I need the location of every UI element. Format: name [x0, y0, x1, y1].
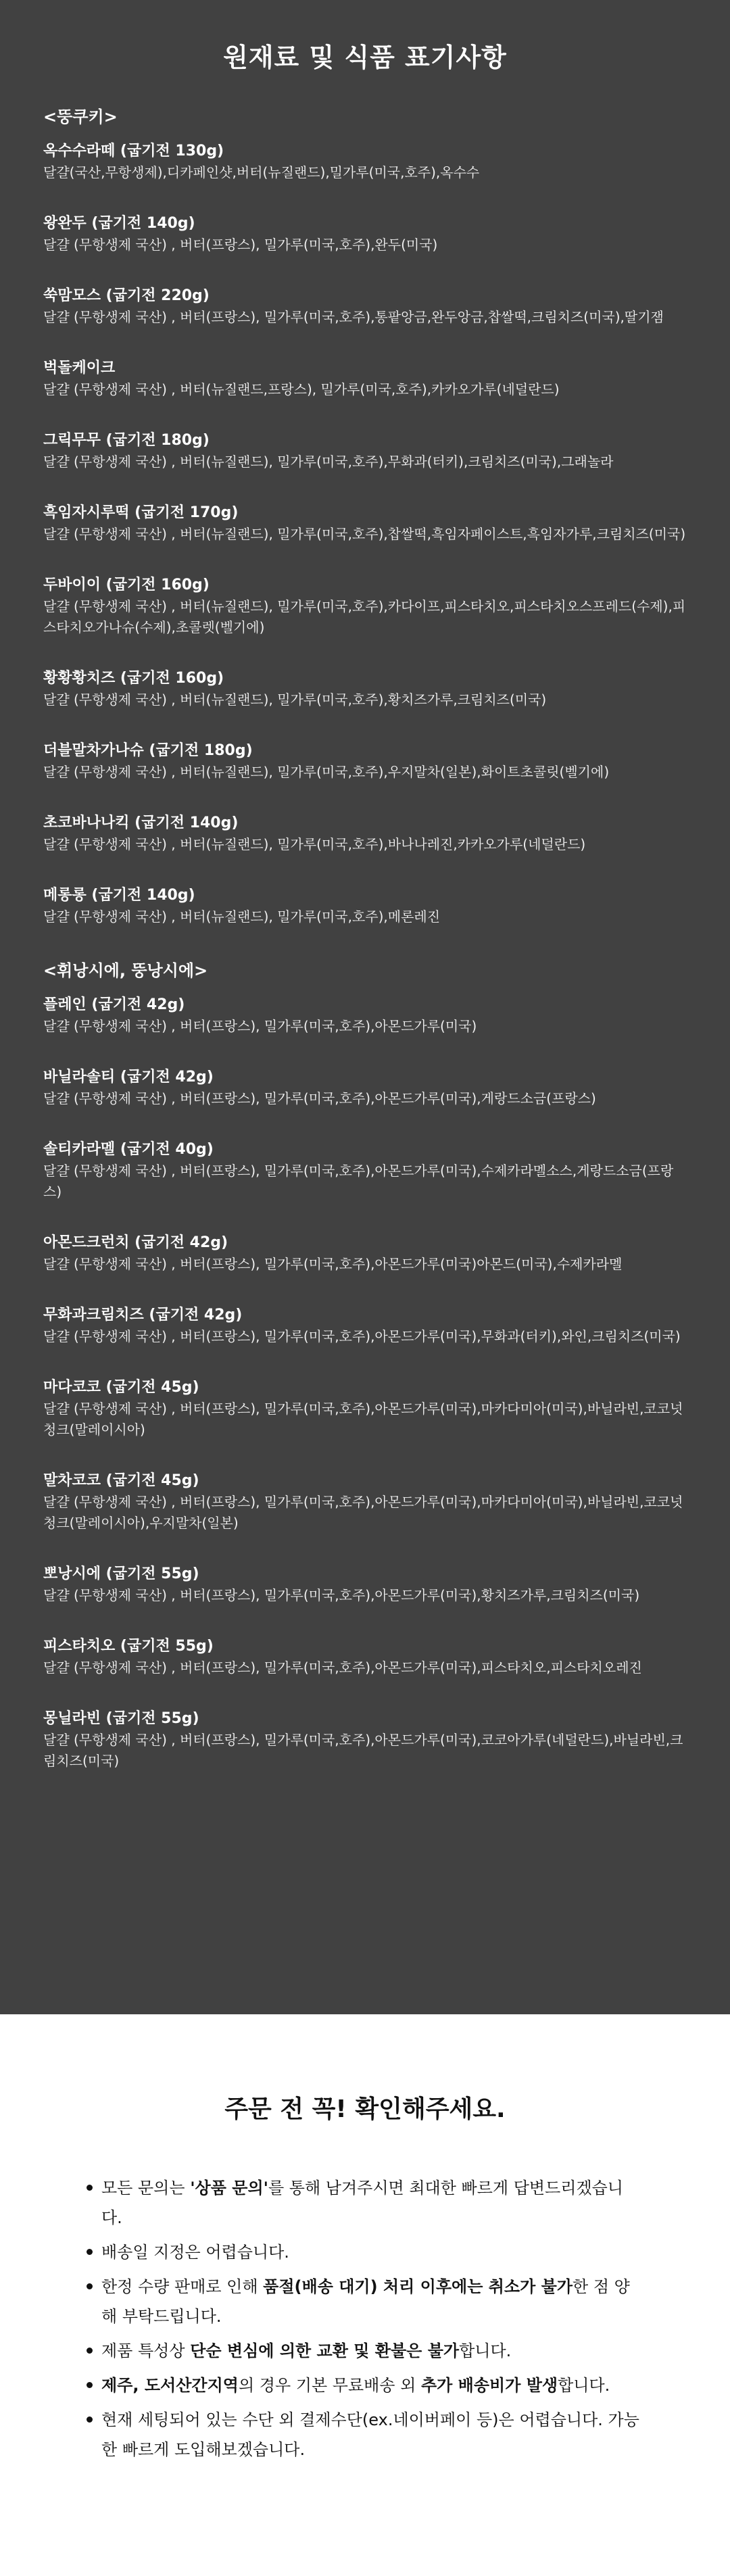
- product-name: 몽닐라빈 (굽기전 55g): [43, 1710, 199, 1727]
- product-name: 바닐라솔티 (굽기전 42g): [43, 1069, 214, 1086]
- product-name: 플레인 (굽기전 42g): [43, 996, 185, 1013]
- notice-text: 를 통해 남겨주시면 최대한 빠르게 답변드리겠습니다.: [101, 2179, 623, 2227]
- product-name: 솔티카라멜 (굽기전 40g): [43, 1141, 214, 1158]
- product-item: [43, 1377, 687, 1440]
- product-ingredients: 달걀 (무항생제 국산) , 버터(뉴질랜드), 밀가루(미국,호주),바나나레진,카카오가루(네덜란드): [43, 836, 586, 852]
- product-name: 피스타치오 (굽기전 55g): [43, 1638, 214, 1655]
- product-ingredients: 달걀 (무항생제 국산) , 버터(프랑스), 밀가루(미국,호주),아몬드가루(미국),피스타치오,피스타치오레진: [43, 1659, 642, 1676]
- product-ingredients: 달걀 (무항생제 국산) , 버터(프랑스), 밀가루(미국,호주),아몬드가루(미국),황치즈가루,크림치즈(미국): [43, 1587, 640, 1603]
- product-item: [43, 1563, 687, 1606]
- product-item: [43, 1470, 687, 1534]
- product-item: [43, 994, 687, 1037]
- product-item: [43, 1232, 687, 1275]
- product-item: [43, 1636, 687, 1678]
- notice-emphasis: '상품 문의': [190, 2179, 268, 2197]
- product-ingredients: 달걀 (무항생제 국산) , 버터(프랑스), 밀가루(미국,호주),아몬드가루(미국),마카다미아(미국),바닐라빈,코코넛청크(말레이시아),우지말차(일본): [43, 1494, 683, 1531]
- product-item: [43, 430, 687, 472]
- product-ingredients: 달걀 (무항생제 국산) , 버터(뉴질랜드), 밀가루(미국,호주),우지말차(일본),화이트초콜릿(벨기에): [43, 764, 610, 780]
- ingredient-groups: [43, 103, 687, 1772]
- product-name: 두바이이 (굽기전 160g): [43, 577, 210, 593]
- notice-item: [101, 2272, 642, 2331]
- product-item: [43, 1708, 687, 1772]
- ingredient-group: [43, 957, 687, 1772]
- product-name: 흑임자시루떡 (굽기전 170g): [43, 504, 239, 521]
- product-name: 황황황치즈 (굽기전 160g): [43, 670, 224, 687]
- product-ingredients: 달걀 (무항생제 국산) , 버터(프랑스), 밀가루(미국,호주),아몬드가루(미국),게랑드소금(프랑스): [43, 1090, 596, 1107]
- notice-title: 주문 전 꼭! 확인해주세요.: [224, 2095, 506, 2123]
- notice-text: 합니다.: [459, 2341, 512, 2360]
- notice-text: 한 점 양해 부탁드립니다.: [101, 2277, 630, 2326]
- product-name: 왕완두 (굽기전 140g): [43, 215, 195, 232]
- product-item: [43, 885, 687, 927]
- product-name: 더블말차가나슈 (굽기전 180g): [43, 742, 253, 759]
- product-ingredients: 달걀 (무항생제 국산) , 버터(프랑스), 밀가루(미국,호주),아몬드가루(미국): [43, 1018, 477, 1034]
- product-item: [43, 358, 687, 400]
- notice-emphasis: 제주, 도서산간지역: [101, 2376, 239, 2395]
- notice-emphasis: 단순 변심에 의한 교환 및 환불은 불가: [190, 2341, 460, 2360]
- product-name: 말차코코 (굽기전 45g): [43, 1472, 199, 1489]
- section-title: <뚱쿠키>: [43, 107, 118, 126]
- product-name: 쑥맘모스 (굽기전 220g): [43, 287, 210, 304]
- product-ingredients: 달걀 (무항생제 국산) , 버터(프랑스), 밀가루(미국,호주),아몬드가루(미국),수제카라멜소스,게랑드소금(프랑스): [43, 1163, 674, 1200]
- product-item: [43, 1305, 687, 1347]
- notice-item: [101, 2237, 642, 2267]
- product-name: 무화과크림치즈 (굽기전 42g): [43, 1307, 243, 1323]
- notice-emphasis: 품절(배송 대기) 처리 이후에는 취소가 불가: [263, 2277, 573, 2296]
- product-ingredients: 달걀 (무항생제 국산) , 버터(뉴질랜드), 밀가루(미국,호주),카다이프,피스타치오,피스타치오스프레드(수제),피스타치오가나슈(수제),초콜렛(벨기에): [43, 598, 686, 635]
- product-ingredients: 달걀 (무항생제 국산) , 버터(뉴질랜드), 밀가루(미국,호주),찹쌀떡,흑임자페이스트,흑임자가루,크림치즈(미국): [43, 526, 686, 542]
- product-ingredients: 달걀 (무항생제 국산) , 버터(프랑스), 밀가루(미국,호주),아몬드가루(미국)아몬드(미국),수제카라멜: [43, 1256, 623, 1272]
- ingredients-title: 원재료 및 식품 표기사항: [223, 43, 507, 72]
- product-name: 아몬드크런치 (굽기전 42g): [43, 1234, 228, 1251]
- product-ingredients: 달걀 (무항생제 국산) , 버터(뉴질랜드), 밀가루(미국,호주),메론레진: [43, 908, 441, 925]
- product-item: [43, 1139, 687, 1202]
- product-item: [43, 213, 687, 256]
- product-ingredients: 달걀 (무항생제 국산) , 버터(뉴질랜드), 밀가루(미국,호주),황치즈가루,크림치즈(미국): [43, 691, 547, 708]
- notice-item: [101, 2336, 642, 2366]
- product-ingredients: 달걀 (무항생제 국산) , 버터(프랑스), 밀가루(미국,호주),아몬드가루(미국),코코아가루(네덜란드),바닐라빈,크림치즈(미국): [43, 1732, 683, 1769]
- product-ingredients: 달걀 (무항생제 국산) , 버터(프랑스), 밀가루(미국,호주),아몬드가루(미국),마카다미아(미국),바닐라빈,코코넛청크(말레이시아): [43, 1401, 683, 1438]
- notice-text: 배송일 지정은 어렵습니다.: [101, 2243, 289, 2262]
- product-ingredients: 달걀 (무항생제 국산) , 버터(프랑스), 밀가루(미국,호주),아몬드가루(미국),무화과(터키),와인,크림치즈(미국): [43, 1328, 681, 1344]
- notice-section: [0, 2014, 730, 2576]
- product-item: [43, 668, 687, 710]
- product-ingredients: 달걀(국산,무항생제),디카페인샷,버터(뉴질랜드),밀가루(미국,호주),옥수수: [43, 164, 480, 180]
- product-item: [43, 502, 687, 545]
- section-title: <휘낭시에, 뚱낭시에>: [43, 961, 208, 980]
- product-ingredients: 달걀 (무항생제 국산) , 버터(프랑스), 밀가루(미국,호주),통팥앙금,완두앙금,찹쌀떡,크림치즈(미국),딸기잼: [43, 309, 664, 325]
- product-name: 그릭무무 (굽기전 180g): [43, 432, 210, 449]
- notice-text: 의 경우 기본 무료배송 외: [238, 2376, 421, 2395]
- product-ingredients: 달걀 (무항생제 국산) , 버터(프랑스), 밀가루(미국,호주),완두(미국): [43, 237, 438, 253]
- notice-item: [101, 2405, 642, 2464]
- product-item: [43, 285, 687, 328]
- product-name: 마다코코 (굽기전 45g): [43, 1379, 199, 1396]
- notice-item: [101, 2173, 642, 2233]
- notice-text: 한정 수량 판매로 인해: [101, 2277, 264, 2296]
- product-item: [43, 1067, 687, 1109]
- product-item: [43, 812, 687, 855]
- product-name: 초코바나나킥 (굽기전 140g): [43, 815, 239, 831]
- product-ingredients: 달걀 (무항생제 국산) , 버터(뉴질랜드), 밀가루(미국,호주),무화과(터키),크림치즈(미국),그래놀라: [43, 454, 614, 470]
- product-item: [43, 141, 687, 183]
- notice-item: [101, 2371, 642, 2400]
- product-item: [43, 740, 687, 783]
- product-name: 메롱롱 (굽기전 140g): [43, 887, 195, 904]
- product-item: [43, 575, 687, 638]
- notice-emphasis: 추가 배송비가 발생: [420, 2376, 558, 2395]
- product-name: 옥수수라떼 (굽기전 130g): [43, 143, 224, 160]
- notice-text: 현재 세팅되어 있는 수단 외 결제수단(ex.네이버페이 등)은 어렵습니다. 가능한 빠르게 도입해보겠습니다.: [101, 2410, 639, 2459]
- notice-text: 합니다.: [558, 2376, 610, 2395]
- product-name: 뽀낭시에 (굽기전 55g): [43, 1565, 199, 1582]
- notice-list: [88, 2173, 642, 2464]
- notice-text: 제품 특성상: [101, 2341, 191, 2360]
- notice-text: 모든 문의는: [101, 2179, 191, 2197]
- product-ingredients: 달걀 (무항생제 국산) , 버터(뉴질랜드,프랑스), 밀가루(미국,호주),카카오가루(네덜란드): [43, 381, 560, 397]
- ingredient-group: [43, 103, 687, 927]
- product-name: 벅돌케이크: [43, 360, 116, 376]
